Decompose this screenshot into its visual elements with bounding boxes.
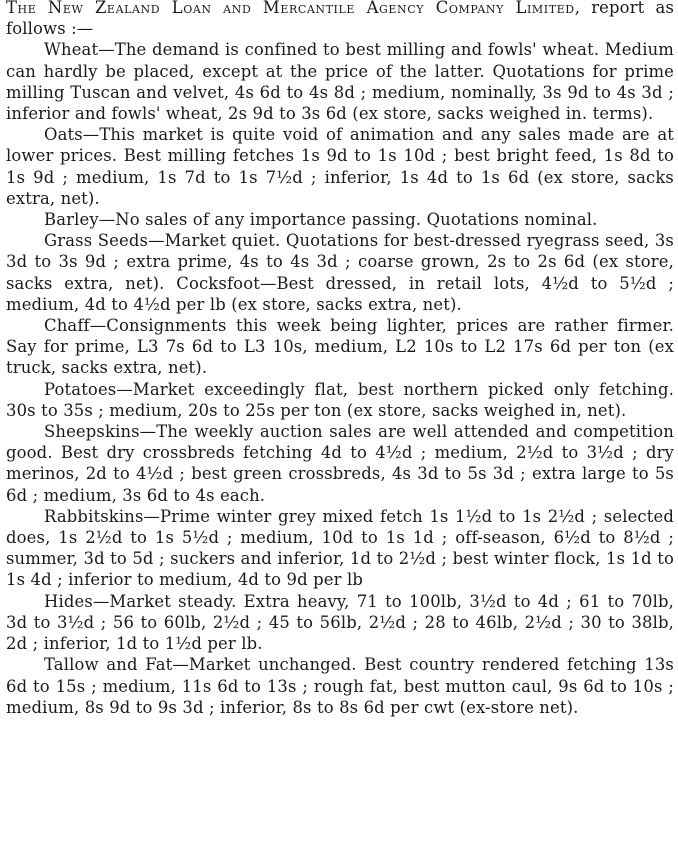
paragraph-oats: Oats—This market is quite void of animation and any sales made are at lower prices. Best milling fetches 1s 9d to 1s 10d ; best bright feed, 1s 8d to 1s 9d ; medium, 1s 7d to 1s 7½d ; inferior, 1s 4d to 1s 6d (ex store, sacks extra, net).: [6, 125, 674, 208]
paragraph-hides: Hides—Market steady. Extra heavy, 71 to 100lb, 3½d to 4d ; 61 to 70lb, 3d to 3½d ; 56 to 60lb, 2½d ; 45 to 56lb, 2½d ; 28 to 46lb, 2½d ; 30 to 38lb, 2d ; inferior, 1d to 1½d per lb.: [6, 591, 674, 654]
company-name: The New Zealand Loan and Mercantile Agency Company Limited: [6, 0, 575, 17]
paragraph-grass-seeds: Grass Seeds—Market quiet. Quotations for best-dressed ryegrass seed, 3s 3d to 3s 9d ; extra prime, 4s to 4s 3d ; coarse grown, 2s to 2s 6d (ex store, sacks extra, net). Cocksfoot—Best dressed, in retail lots, 4½d to 5½d ; medium, 4d to 4½d per lb (ex store, sacks extra, net).: [6, 231, 674, 314]
report-intro: [6, 0, 674, 39]
paragraph-tallow: Tallow and Fat—Market unchanged. Best country rendered fetching 13s 6d to 15s ; medium, 11s 6d to 13s ; rough fat, best mutton caul, 9s 6d to 10s ; medium, 8s 9d to 9s 3d ; inferior, 8s to 8s 6d per cwt (ex-store net).: [6, 655, 674, 717]
paragraph-sheepskins: Sheepskins—The weekly auction sales are well attended and competition good. Best dry crossbreds fetching 4d to 4½d ; medium, 2½d to 3½d ; dry merinos, 2d to 4½d ; best green crossbreds, 4s 3d to 5s 3d ; extra large to 5s 6d ; medium, 3s 6d to 4s each.: [6, 422, 674, 505]
paragraph-barley: Barley—No sales of any importance passing. Quotations nominal.: [44, 210, 598, 230]
paragraph-chaff: Chaff—Consignments this week being lighter, prices are rather firmer. Say for prime, L3 7s 6d to L3 10s, medium, L2 10s to L2 17s 6d per ton (ex truck, sacks extra, net).: [6, 316, 674, 378]
paragraph-potatoes: Potatoes—Market exceedingly flat, best northern picked only fetching. 30s to 35s ; medium, 20s to 25s per ton (ex store, sacks weighed in, net).: [6, 379, 674, 420]
intro-lead: , report as follows :—: [6, 0, 675, 39]
paragraph-rabbitskins: Rabbitskins—Prime winter grey mixed fetch 1s 1½d to 1s 2½d ; selected does, 1s 2½d to 1s 5½d ; medium, 10d to 1s 1d ; off-season, 6½d to 8½d ; summer, 3d to 5d ; suckers and inferior, 1d to 2½d ; best winter flock, 1s 1d to 1s 4d ; inferior to medium, 4d to 9d per lb: [6, 506, 674, 590]
paragraph-wheat: Wheat—The demand is confined to best milling and fowls' wheat. Medium can hardly be placed, except at the price of the latter. Quotations for prime milling Tuscan and velvet, 4s 6d to 4s 8d ; medium, nominally, 3s 9d to 4s 3d ; inferior and fowls' wheat, 2s 9d to 3s 6d (ex store, sacks weighed in. terms).: [6, 40, 674, 124]
